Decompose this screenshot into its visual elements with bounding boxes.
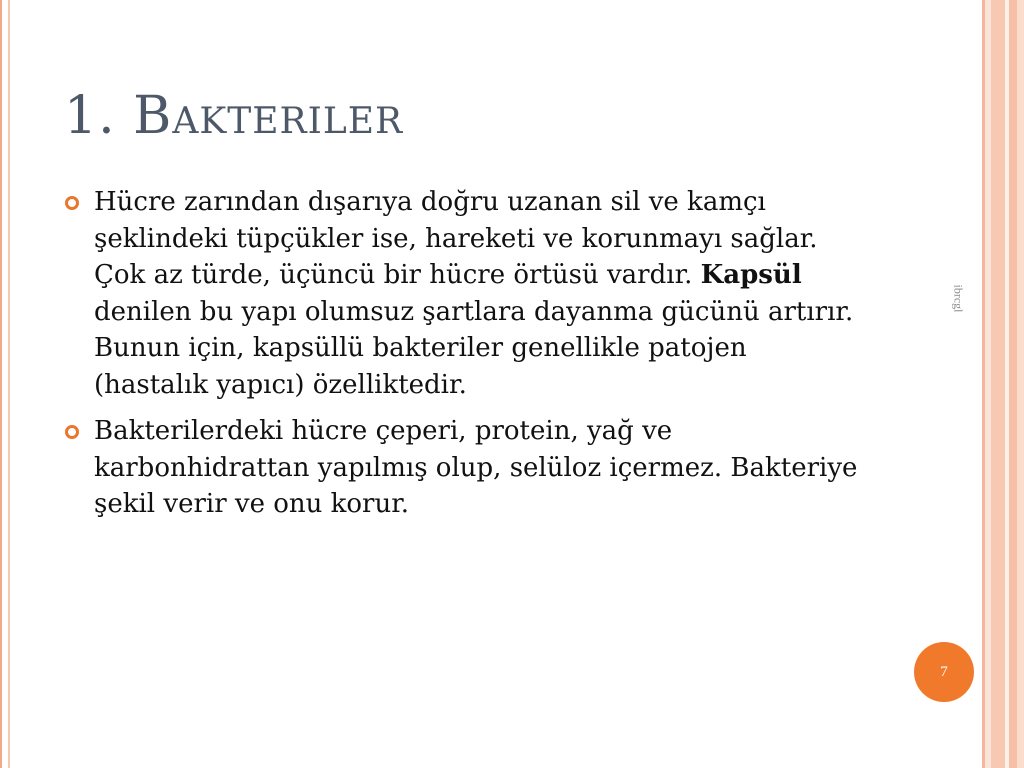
list-item — [64, 184, 864, 403]
slide-title: 1. Bakteriler — [64, 86, 404, 146]
bullet-circle-icon — [65, 196, 79, 210]
list-item — [64, 413, 864, 523]
stripe — [1017, 0, 1024, 768]
page-number-badge — [914, 642, 974, 702]
bullet-circle-icon — [65, 425, 79, 439]
side-label-text: ibrcgl — [951, 284, 966, 312]
bullet-text: Bakterilerdeki hücre çeperi, protein, yağ ve karbonhidrattan yapılmış olup, selüloz içermez. Bakteriye şekil verir ve onu korur. — [94, 416, 858, 519]
right-stripe-decoration — [982, 0, 1024, 768]
bullet-text: Hücre zarından dışarıya doğru uzanan sil ve kamçı şeklindeki tüpçükler ise, hareketi ve korunmayı sağlar. Çok az türde, üçüncü bir hücre örtüsü vardır. — [94, 187, 818, 290]
stripe — [1009, 0, 1017, 768]
page-number: 7 — [940, 663, 948, 680]
bullet-list — [64, 184, 864, 533]
bullet-text-continued: denilen bu yapı olumsuz şartlara dayanma gücünü artırır. Bunun için, kapsüllü bakteriler genellikle patojen (hastalık yapıcı) özelliktedir. — [94, 296, 854, 400]
stripe — [991, 0, 1005, 768]
side-label — [948, 268, 968, 328]
bold-term: Kapsül — [700, 260, 802, 290]
left-border-decoration — [0, 0, 12, 768]
